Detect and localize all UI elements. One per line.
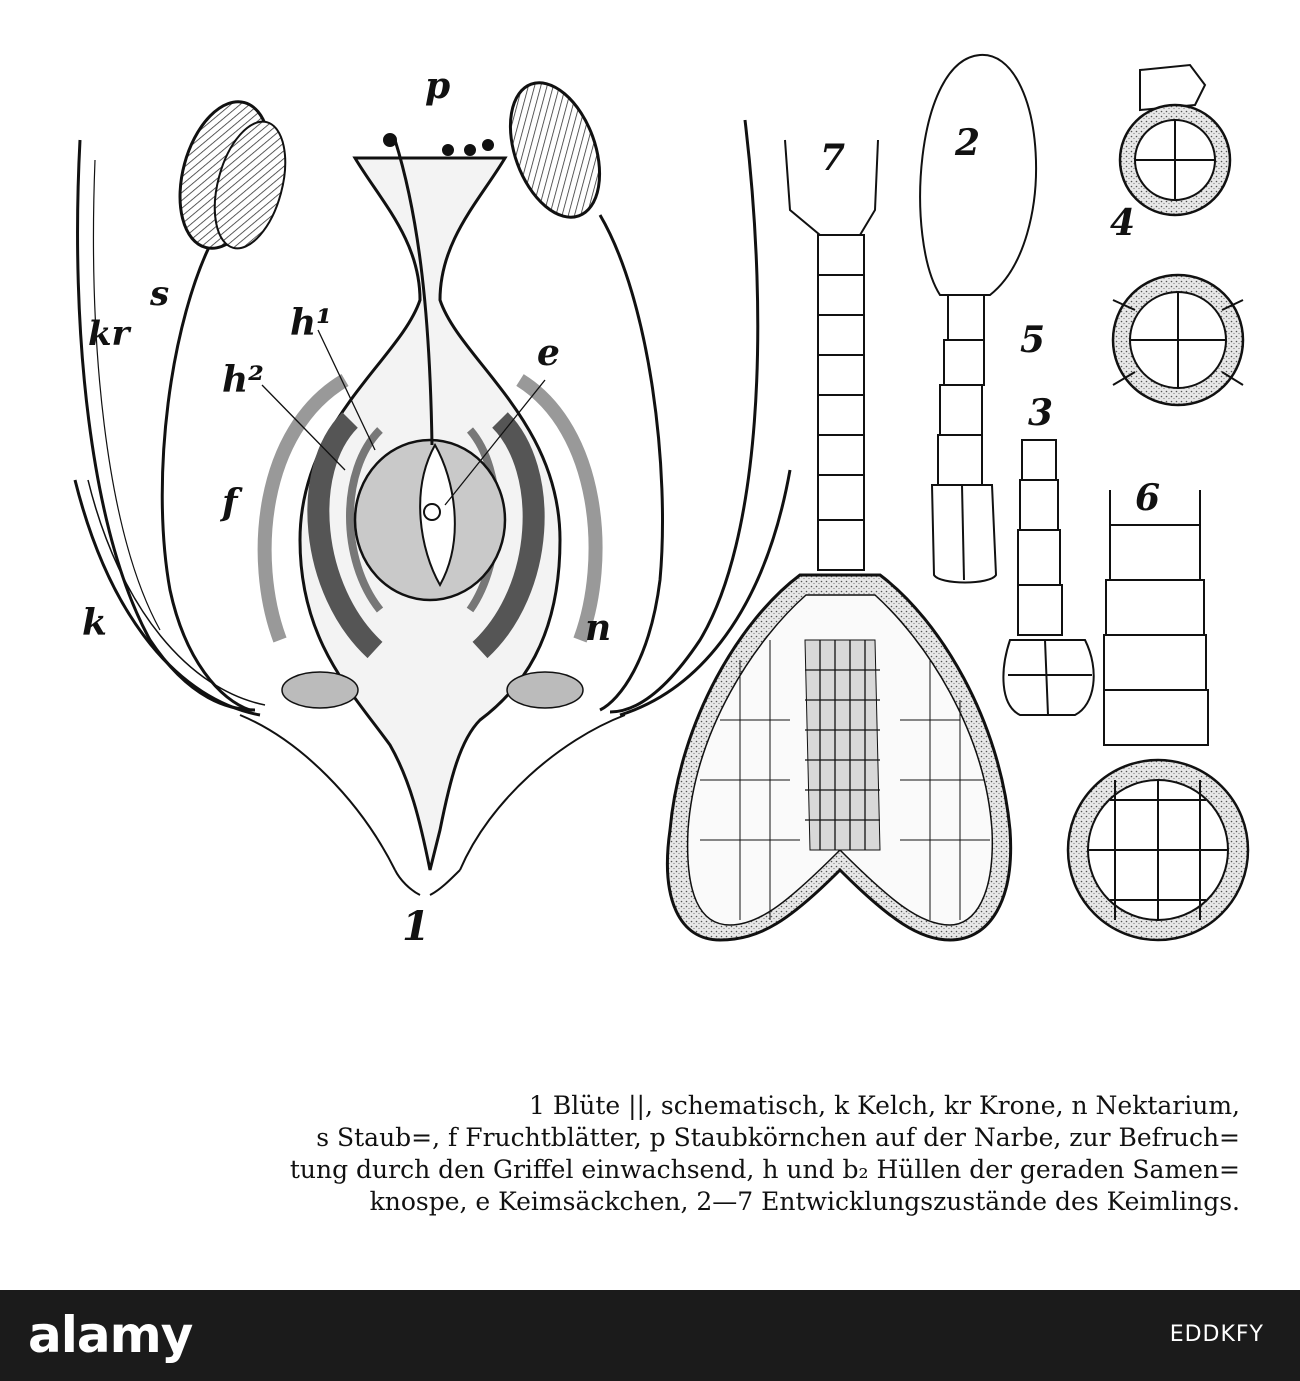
- label-kr: kr: [88, 314, 130, 354]
- suspensor-7: [818, 235, 864, 570]
- anther-left: [165, 92, 298, 259]
- panel-number-3: 3: [1028, 392, 1054, 434]
- label-s: s: [150, 274, 170, 314]
- caption-line-4: knospe, e Keimsäckchen, 2—7 Entwicklungszustände des Keimlings.: [369, 1187, 1240, 1216]
- label-p: p: [425, 65, 451, 107]
- stock-watermark-bar: [0, 1290, 1300, 1381]
- embryo-stage-5: [1113, 275, 1243, 405]
- alamy-logo: alamy: [28, 1306, 193, 1364]
- nectary-right: [507, 672, 583, 708]
- label-f: f: [222, 482, 238, 524]
- filament-left: [162, 235, 250, 710]
- label-k: k: [82, 602, 107, 644]
- panel-number-1: 1: [402, 903, 430, 950]
- label-h2: h²: [222, 359, 264, 401]
- embryo-stage-4: [1120, 65, 1230, 215]
- panel-number-6: 6: [1135, 477, 1161, 519]
- panel-number-5: 5: [1020, 319, 1046, 361]
- panel-number-7: 7: [820, 137, 846, 179]
- label-n: n: [585, 607, 612, 649]
- panel-number-4: 4: [1110, 202, 1136, 244]
- label-e: e: [537, 332, 560, 374]
- caption-line-2: s Staub=, f Fruchtblätter, p Staubkörnchen auf der Narbe, zur Befruch=: [316, 1123, 1240, 1152]
- embryo-heart-stage: [667, 140, 1010, 940]
- caption-line-3: tung durch den Griffel einwachsend, h und b₂ Hüllen der geraden Samen=: [289, 1155, 1240, 1184]
- embryo-stage-6: [1068, 490, 1248, 940]
- label-h1: h¹: [290, 302, 332, 344]
- panel-number-2: 2: [955, 122, 981, 164]
- nectary-left: [282, 672, 358, 708]
- image-id-text: EDDKFY: [1169, 1322, 1264, 1347]
- proembryo-stage-3: [1003, 440, 1093, 715]
- figure-caption: [60, 1090, 1240, 1218]
- anther-right: [493, 71, 616, 230]
- caption-line-1: 1 Blüte ||, schematisch, k Kelch, kr Krone, n Nektarium,: [529, 1091, 1240, 1120]
